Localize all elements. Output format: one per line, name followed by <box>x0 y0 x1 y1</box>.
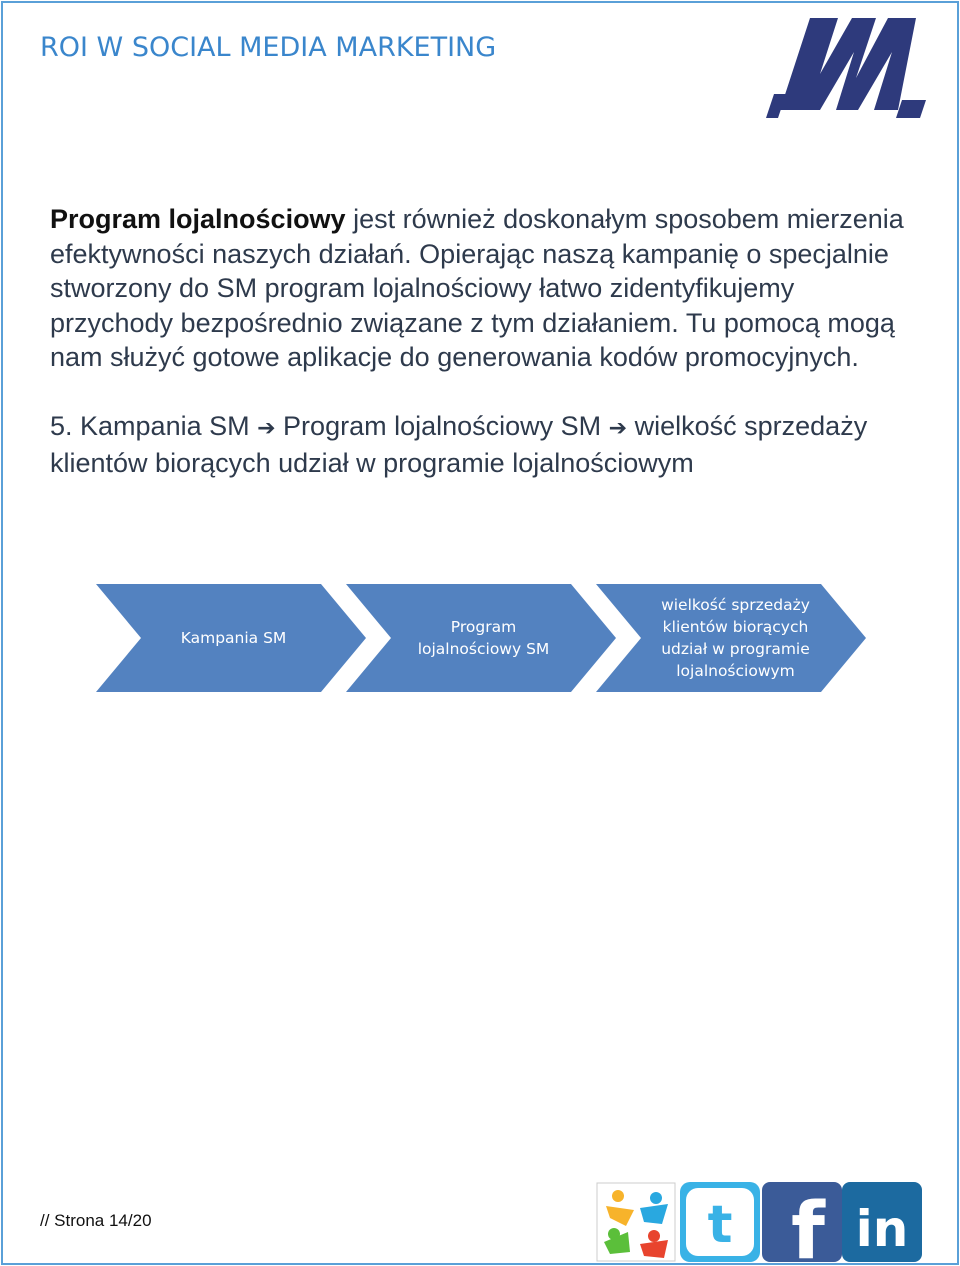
facebook-icon <box>762 1182 842 1262</box>
page-number: // Strona 14/20 <box>40 1211 152 1230</box>
twitter-icon <box>680 1182 760 1262</box>
body-text <box>50 202 910 481</box>
arrow-icon: ➔ <box>608 415 628 441</box>
paragraph <box>50 202 910 375</box>
arrow-icon: ➔ <box>257 415 276 441</box>
step-label: Kampania SM <box>180 629 287 647</box>
linkedin-icon <box>842 1182 922 1262</box>
point-part-b: Program lojalnościowy SM <box>275 410 609 441</box>
bold-term: Program lojalnościowy <box>50 204 346 234</box>
process-diagram <box>96 584 876 694</box>
point-part-a: 5. Kampania SM <box>50 410 258 441</box>
step-label: Program lojalnościowy SM <box>417 618 550 658</box>
svg-text:f: f <box>791 1187 825 1262</box>
company-logo <box>766 14 926 120</box>
step-label: wielkość sprzedaży klientów biorących udział w programie lojalnościowym <box>661 596 810 680</box>
paragraph-text: jest również doskonałym sposobem mierzenia efektywności naszych działań. Opierając naszą kampanię o specjalnie stworzony do SM program lojalnościowy łatwo zidentyfikujemy przychody bezpośrednio związane z tym działaniem. Tu pomocą mogą nam służyć gotowe aplikacje do generowania kodów promocyjnych. <box>50 204 904 372</box>
point-5 <box>50 409 910 481</box>
point-part-c: wielkość sprzedaży klientów biorących udział w programie lojalnościowym <box>50 410 868 478</box>
page-title: ROI W SOCIAL MEDIA MARKETING <box>40 32 497 63</box>
svg-text:in: in <box>855 1200 909 1258</box>
people-logo-icon <box>596 1182 676 1262</box>
svg-text:t: t <box>707 1195 733 1255</box>
